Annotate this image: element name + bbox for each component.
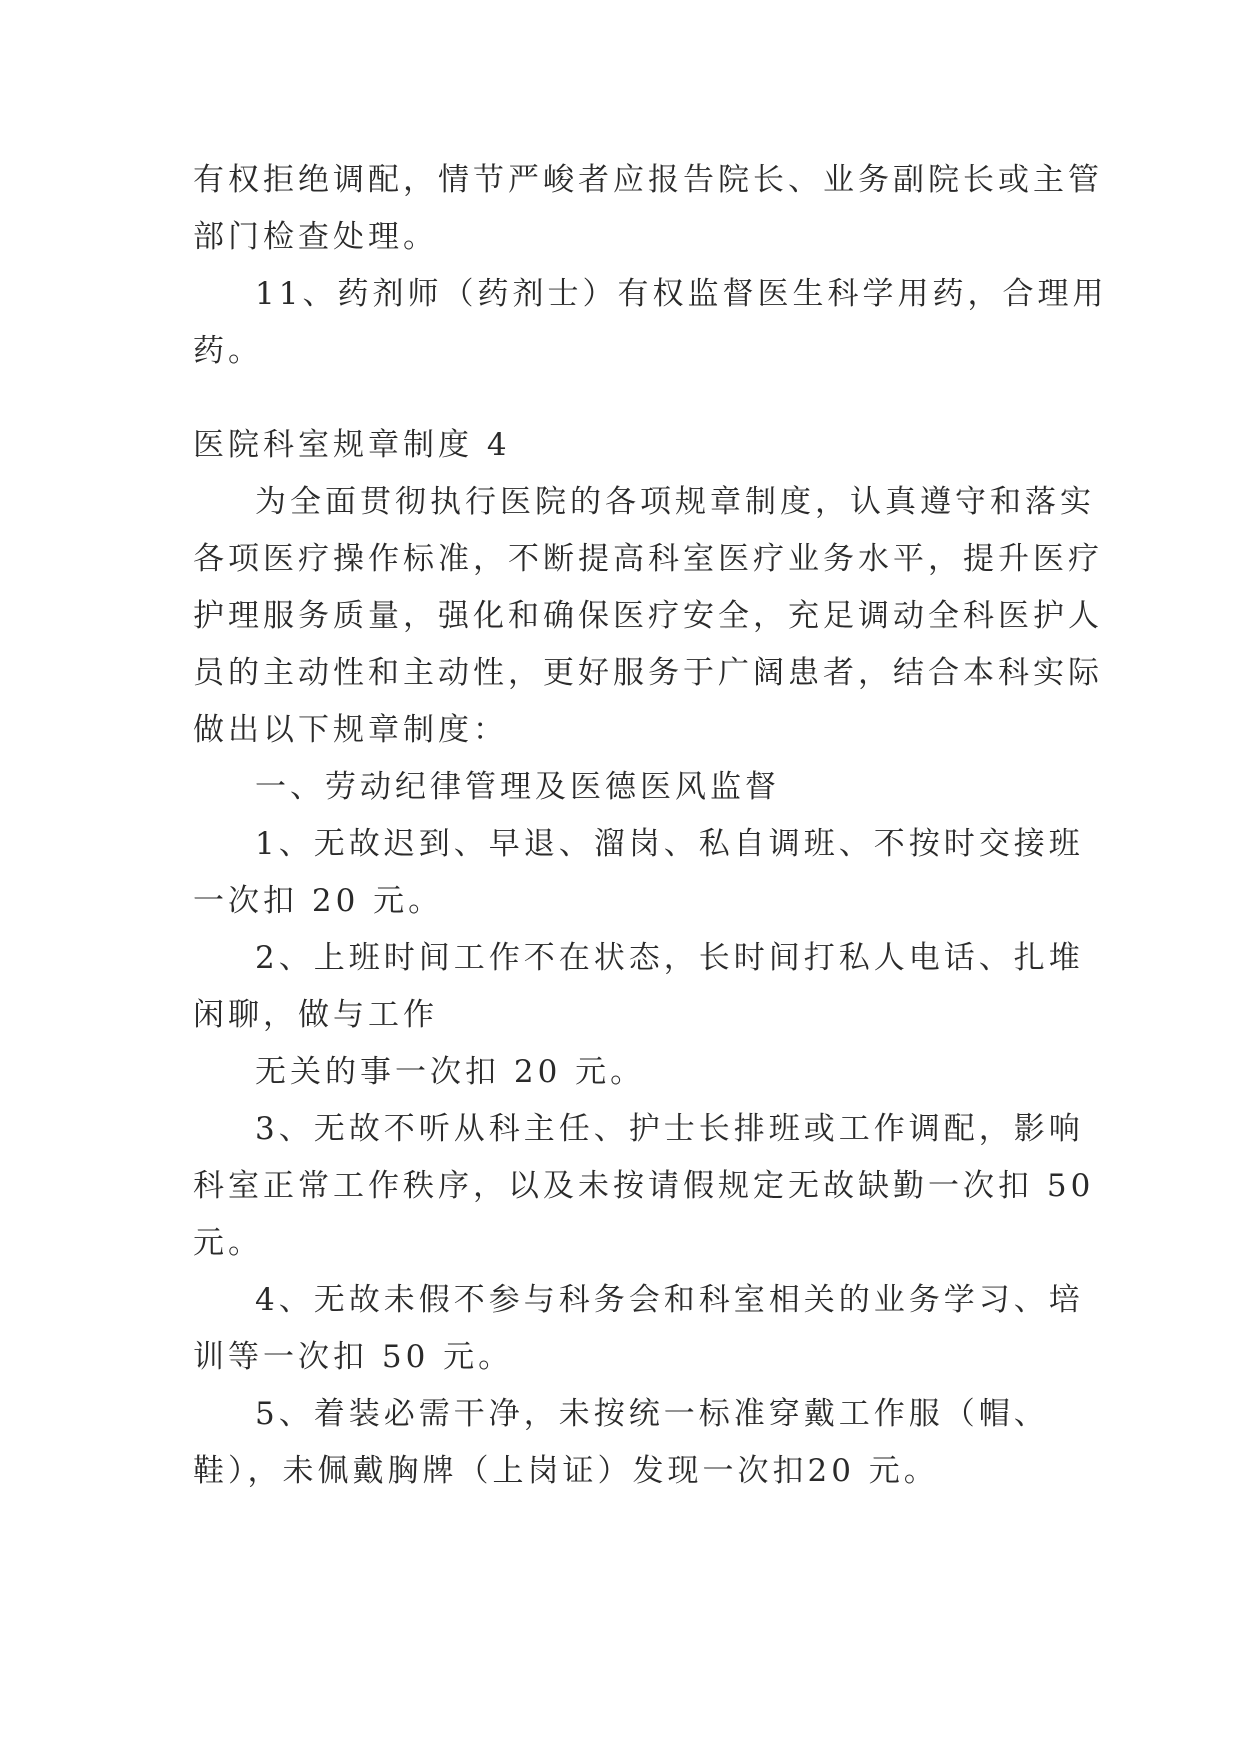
text-line: 元。	[193, 1225, 263, 1261]
text-line: 科室正常工作秩序，以及未按请假规定无故缺勤一次扣 50	[193, 1168, 1095, 1204]
text-line: 训等一次扣 50 元。	[193, 1339, 514, 1375]
text-line: 5、着装必需干净，未按统一标准穿戴工作服（帽、	[255, 1396, 1049, 1432]
text-line: 护理服务质量，强化和确保医疗安全，充足调动全科医护人	[193, 598, 1103, 634]
subheading: 一、劳动纪律管理及医德医风监督	[255, 769, 780, 805]
text-line: 为全面贯彻执行医院的各项规章制度，认真遵守和落实	[255, 484, 1095, 520]
text-line: 员的主动性和主动性，更好服务于广阔患者，结合本科实际	[193, 655, 1103, 691]
text-line: 各项医疗操作标准，不断提高科室医疗业务水平，提升医疗	[193, 541, 1103, 577]
text-line: 2、上班时间工作不在状态，长时间打私人电话、扎堆	[255, 940, 1084, 976]
text-line: 4、无故未假不参与科务会和科室相关的业务学习、培	[255, 1282, 1084, 1318]
text-line: 做出以下规章制度：	[193, 712, 508, 748]
section-title: 医院科室规章制度 4	[193, 427, 511, 463]
text-line: 鞋），未佩戴胸牌（上岗证）发现一次扣20 元。	[193, 1453, 939, 1489]
text-line: 1、无故迟到、早退、溜岗、私自调班、不按时交接班	[255, 826, 1084, 862]
text-line: 闲聊，做与工作	[193, 997, 438, 1033]
text-line: 一次扣 20 元。	[193, 883, 444, 919]
text-line: 无关的事一次扣 20 元。	[255, 1054, 646, 1090]
text-line: 部门检查处理。	[193, 219, 438, 255]
text-line: 11、药剂师（药剂士）有权监督医生科学用药，合理用	[255, 276, 1108, 312]
text-line: 有权拒绝调配，情节严峻者应报告院长、业务副院长或主管	[193, 162, 1103, 198]
text-line: 药。	[193, 333, 263, 369]
text-line: 3、无故不听从科主任、护士长排班或工作调配，影响	[255, 1111, 1084, 1147]
